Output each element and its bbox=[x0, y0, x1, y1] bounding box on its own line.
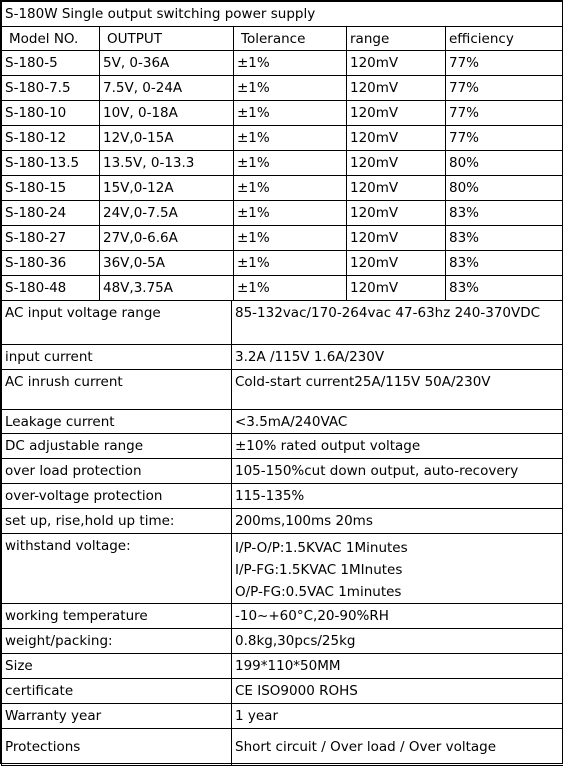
spec-value: 199*110*50MM bbox=[232, 654, 563, 679]
spec-label: Protections bbox=[2, 729, 232, 766]
spec-value: <3.5mA/240VAC bbox=[232, 410, 563, 434]
spec-label: certificate bbox=[2, 679, 232, 704]
spec-value: 3.2A /115V 1.6A/230V bbox=[232, 345, 563, 370]
range-cell: 120mV bbox=[347, 176, 446, 201]
spec-value: CE ISO9000 ROHS bbox=[232, 679, 563, 704]
model-cell: S-180-15 bbox=[2, 176, 100, 201]
efficiency-cell: 77% bbox=[446, 126, 563, 151]
efficiency-cell: 77% bbox=[446, 101, 563, 126]
output-cell: 10V, 0-18A bbox=[100, 101, 234, 126]
table-row bbox=[2, 226, 563, 251]
tolerance-cell: ±1% bbox=[234, 151, 347, 176]
spec-row-temperature bbox=[2, 604, 563, 629]
col-header-tolerance: Tolerance bbox=[234, 27, 347, 51]
spec-row-withstand bbox=[2, 534, 563, 604]
table-row bbox=[2, 126, 563, 151]
spec-row-dc-adjust bbox=[2, 434, 563, 459]
output-cell: 12V,0-15A bbox=[100, 126, 234, 151]
range-cell: 120mV bbox=[347, 251, 446, 276]
spec-label: Size bbox=[2, 654, 232, 679]
efficiency-cell: 77% bbox=[446, 76, 563, 101]
model-cell: S-180-48 bbox=[2, 276, 100, 301]
efficiency-cell: 77% bbox=[446, 51, 563, 76]
spec-row-leakage bbox=[2, 410, 563, 434]
tolerance-cell: ±1% bbox=[234, 126, 347, 151]
spec-label: Leakage current bbox=[2, 410, 232, 434]
table-row bbox=[2, 251, 563, 276]
spec-value: 105-150%cut down output, auto-recovery bbox=[232, 459, 563, 484]
output-cell: 15V,0-12A bbox=[100, 176, 234, 201]
spec-label: working temperature bbox=[2, 604, 232, 629]
output-cell: 27V,0-6.6A bbox=[100, 226, 234, 251]
spec-label: set up, rise,hold up time: bbox=[2, 509, 232, 534]
output-cell: 5V, 0-36A bbox=[100, 51, 234, 76]
spec-value: ±10% rated output voltage bbox=[232, 434, 563, 459]
spec-table bbox=[1, 300, 563, 766]
spec-row-input-current bbox=[2, 345, 563, 370]
spec-row-overvoltage bbox=[2, 484, 563, 509]
spec-label: AC inrush current bbox=[2, 370, 232, 410]
model-cell: S-180-7.5 bbox=[2, 76, 100, 101]
efficiency-cell: 83% bbox=[446, 251, 563, 276]
spec-label: AC input voltage range bbox=[2, 301, 232, 345]
table-row bbox=[2, 101, 563, 126]
efficiency-cell: 80% bbox=[446, 151, 563, 176]
spec-row-protections bbox=[2, 729, 563, 766]
tolerance-cell: ±1% bbox=[234, 226, 347, 251]
spec-label: Warranty year bbox=[2, 704, 232, 729]
output-cell: 13.5V, 0-13.3 bbox=[100, 151, 234, 176]
spec-value: Short circuit / Over load / Over voltage bbox=[232, 729, 563, 766]
efficiency-cell: 83% bbox=[446, 226, 563, 251]
model-cell: S-180-5 bbox=[2, 51, 100, 76]
model-cell: S-180-12 bbox=[2, 126, 100, 151]
range-cell: 120mV bbox=[347, 76, 446, 101]
tolerance-cell: ±1% bbox=[234, 76, 347, 101]
efficiency-cell: 83% bbox=[446, 276, 563, 301]
col-header-model: Model NO. bbox=[2, 27, 100, 51]
spec-row-certificate bbox=[2, 679, 563, 704]
range-cell: 120mV bbox=[347, 276, 446, 301]
model-cell: S-180-27 bbox=[2, 226, 100, 251]
model-cell: S-180-10 bbox=[2, 101, 100, 126]
range-cell: 120mV bbox=[347, 101, 446, 126]
tolerance-cell: ±1% bbox=[234, 251, 347, 276]
efficiency-cell: 80% bbox=[446, 176, 563, 201]
spec-value bbox=[232, 534, 563, 604]
spec-label: weight/packing: bbox=[2, 629, 232, 654]
spec-label: input current bbox=[2, 345, 232, 370]
model-cell: S-180-24 bbox=[2, 201, 100, 226]
model-cell: S-180-36 bbox=[2, 251, 100, 276]
table-row bbox=[2, 276, 563, 301]
spec-value: -10~+60°C,20-90%RH bbox=[232, 604, 563, 629]
table-row bbox=[2, 176, 563, 201]
spec-row-warranty bbox=[2, 704, 563, 729]
tolerance-cell: ±1% bbox=[234, 176, 347, 201]
spec-value: Cold-start current25A/115V 50A/230V bbox=[232, 370, 563, 410]
spec-value: 200ms,100ms 20ms bbox=[232, 509, 563, 534]
output-cell: 24V,0-7.5A bbox=[100, 201, 234, 226]
efficiency-cell: 83% bbox=[446, 201, 563, 226]
sheet-title: S-180W Single output switching power supply bbox=[2, 2, 563, 27]
spec-row-weight bbox=[2, 629, 563, 654]
model-table bbox=[1, 1, 563, 301]
spec-row-size bbox=[2, 654, 563, 679]
col-header-efficiency: efficiency bbox=[446, 27, 563, 51]
range-cell: 120mV bbox=[347, 51, 446, 76]
withstand-line: I/P-O/P:1.5KVAC 1Minutes bbox=[235, 537, 563, 559]
spec-label: withstand voltage: bbox=[2, 534, 232, 604]
title-row bbox=[2, 2, 563, 27]
spec-row-setup bbox=[2, 509, 563, 534]
table-row bbox=[2, 51, 563, 76]
header-row bbox=[2, 27, 563, 51]
output-cell: 7.5V, 0-24A bbox=[100, 76, 234, 101]
tolerance-cell: ±1% bbox=[234, 201, 347, 226]
table-row bbox=[2, 201, 563, 226]
spec-label: over-voltage protection bbox=[2, 484, 232, 509]
spec-value: 1 year bbox=[232, 704, 563, 729]
range-cell: 120mV bbox=[347, 126, 446, 151]
withstand-line: I/P-FG:1.5KVAC 1MInutes bbox=[235, 559, 563, 581]
spec-label: over load protection bbox=[2, 459, 232, 484]
spec-label: DC adjustable range bbox=[2, 434, 232, 459]
range-cell: 120mV bbox=[347, 151, 446, 176]
spec-row-ac-input bbox=[2, 301, 563, 345]
model-cell: S-180-13.5 bbox=[2, 151, 100, 176]
spec-row-overload bbox=[2, 459, 563, 484]
tolerance-cell: ±1% bbox=[234, 101, 347, 126]
col-header-output: OUTPUT bbox=[100, 27, 234, 51]
tolerance-cell: ±1% bbox=[234, 51, 347, 76]
table-row bbox=[2, 151, 563, 176]
range-cell: 120mV bbox=[347, 226, 446, 251]
spec-value: 85-132vac/170-264vac 47-63hz 240-370VDC bbox=[232, 301, 563, 345]
withstand-line: O/P-FG:0.5VAC 1minutes bbox=[235, 581, 563, 603]
table-row bbox=[2, 76, 563, 101]
output-cell: 36V,0-5A bbox=[100, 251, 234, 276]
spec-row-inrush bbox=[2, 370, 563, 410]
output-cell: 48V,3.75A bbox=[100, 276, 234, 301]
col-header-range: range bbox=[347, 27, 446, 51]
range-cell: 120mV bbox=[347, 201, 446, 226]
tolerance-cell: ±1% bbox=[234, 276, 347, 301]
spec-value: 115-135% bbox=[232, 484, 563, 509]
spec-value: 0.8kg,30pcs/25kg bbox=[232, 629, 563, 654]
